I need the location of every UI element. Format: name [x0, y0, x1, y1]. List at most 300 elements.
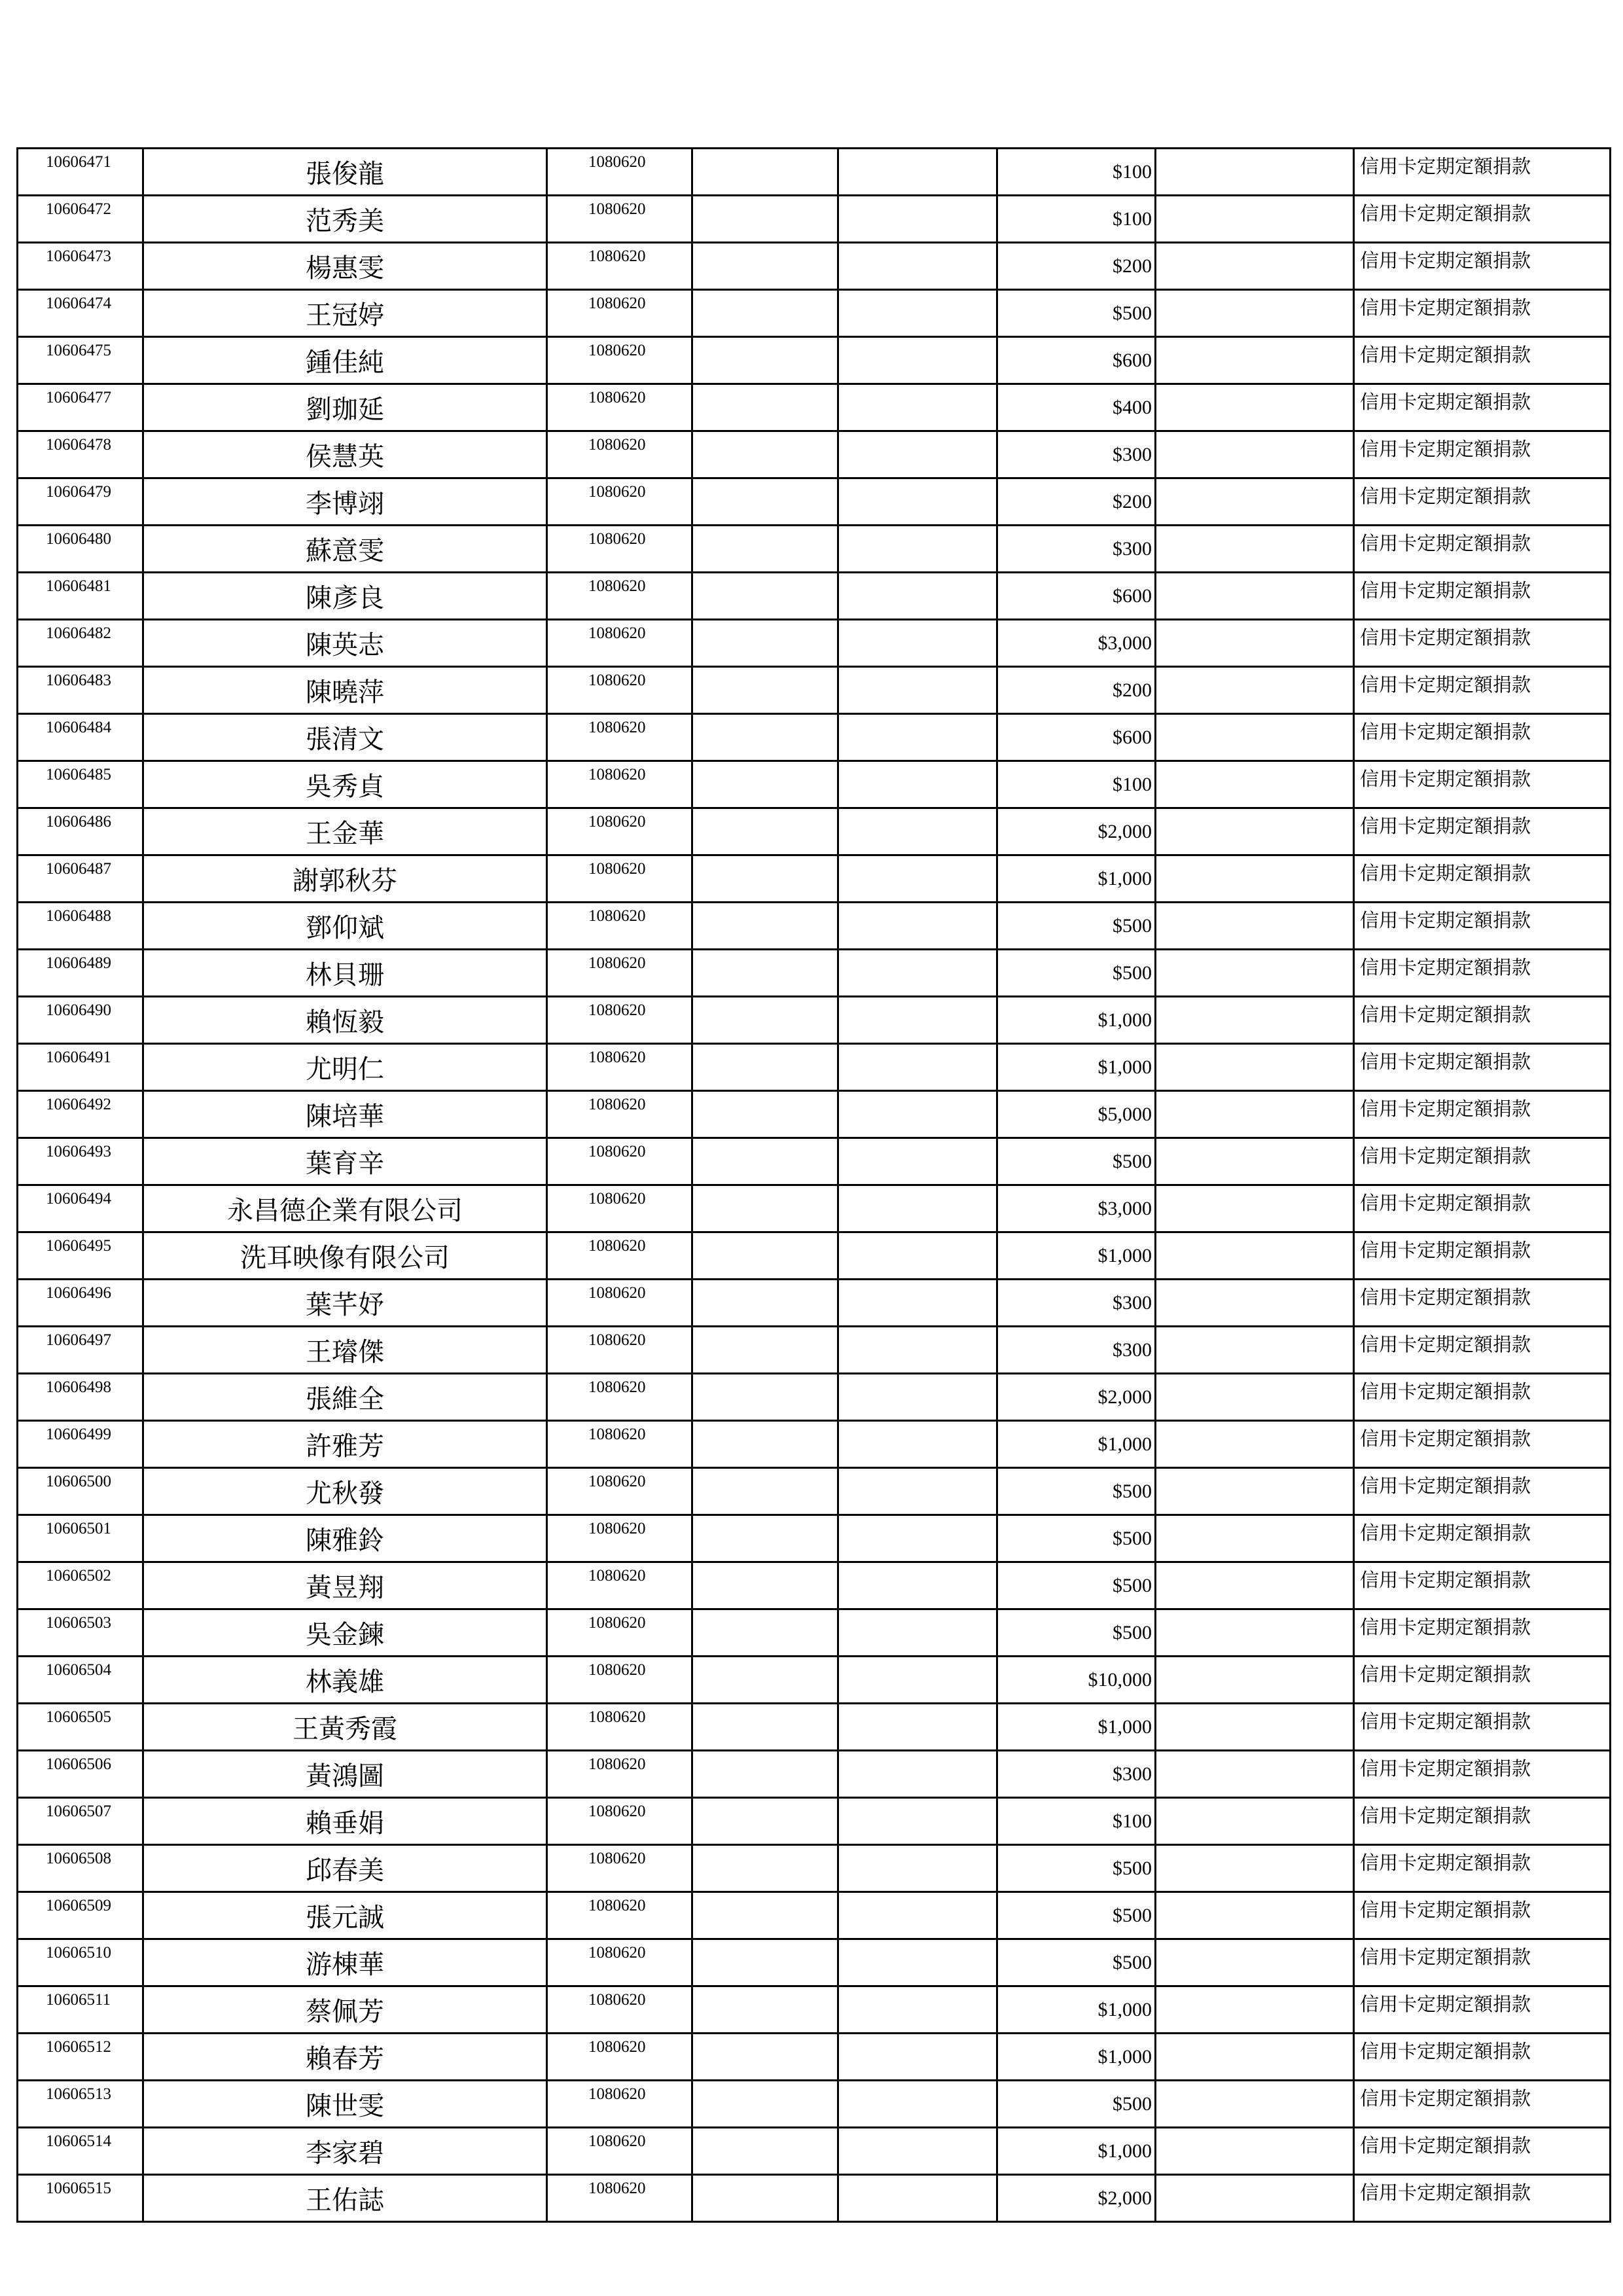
empty-cell [692, 1280, 838, 1327]
empty-cell [1156, 526, 1354, 573]
empty-cell [692, 2081, 838, 2128]
empty-cell [1156, 1374, 1354, 1421]
donation-method-cell: 信用卡定期定額捐款 [1354, 1280, 1611, 1327]
empty-cell [838, 1609, 997, 1657]
donor-name-cell: 劉珈延 [143, 384, 547, 431]
empty-cell [838, 478, 997, 526]
donation-amount-cell: $500 [997, 1939, 1156, 1986]
donation-method-cell: 信用卡定期定額捐款 [1354, 1468, 1611, 1515]
empty-cell [1156, 243, 1354, 290]
donor-name-cell: 蔡佩芳 [143, 1986, 547, 2034]
empty-cell [692, 290, 838, 337]
empty-cell [1156, 1468, 1354, 1515]
receipt-number-cell: 10606511 [18, 1986, 143, 2034]
empty-cell [838, 903, 997, 950]
donor-name-cell: 吳金鍊 [143, 1609, 547, 1657]
donation-amount-cell: $500 [997, 1609, 1156, 1657]
empty-cell [1156, 997, 1354, 1044]
empty-cell [838, 1185, 997, 1232]
receipt-number-cell: 10606484 [18, 714, 143, 761]
donation-date-cell: 1080620 [547, 1091, 692, 1138]
donation-amount-cell: $100 [997, 196, 1156, 243]
empty-cell [692, 1185, 838, 1232]
donation-method-cell: 信用卡定期定額捐款 [1354, 337, 1611, 384]
donation-date-cell: 1080620 [547, 997, 692, 1044]
donation-amount-cell: $500 [997, 290, 1156, 337]
empty-cell [692, 2034, 838, 2081]
empty-cell [1156, 761, 1354, 808]
table-row [18, 1091, 1611, 1138]
empty-cell [838, 243, 997, 290]
donation-method-cell: 信用卡定期定額捐款 [1354, 2128, 1611, 2175]
empty-cell [838, 1374, 997, 1421]
donation-amount-cell: $2,000 [997, 808, 1156, 855]
donor-name-cell: 林義雄 [143, 1657, 547, 1704]
table-row [18, 1562, 1611, 1609]
empty-cell [692, 1232, 838, 1280]
donation-method-cell: 信用卡定期定額捐款 [1354, 478, 1611, 526]
donor-name-cell: 葉育辛 [143, 1138, 547, 1185]
donation-amount-cell: $1,000 [997, 997, 1156, 1044]
empty-cell [1156, 478, 1354, 526]
empty-cell [1156, 1562, 1354, 1609]
donation-date-cell: 1080620 [547, 1280, 692, 1327]
empty-cell [1156, 1044, 1354, 1091]
receipt-number-cell: 10606489 [18, 950, 143, 997]
donation-date-cell: 1080620 [547, 1138, 692, 1185]
empty-cell [692, 1609, 838, 1657]
empty-cell [692, 243, 838, 290]
donation-method-cell: 信用卡定期定額捐款 [1354, 1609, 1611, 1657]
donation-date-cell: 1080620 [547, 149, 692, 196]
donor-name-cell: 王冠婷 [143, 290, 547, 337]
donor-name-cell: 邱春美 [143, 1845, 547, 1892]
donation-date-cell: 1080620 [547, 667, 692, 714]
donation-amount-cell: $100 [997, 761, 1156, 808]
empty-cell [692, 1468, 838, 1515]
empty-cell [838, 855, 997, 903]
donation-method-cell: 信用卡定期定額捐款 [1354, 1939, 1611, 1986]
empty-cell [692, 149, 838, 196]
empty-cell [1156, 855, 1354, 903]
receipt-number-cell: 10606505 [18, 1704, 143, 1751]
donation-amount-cell: $1,000 [997, 2034, 1156, 2081]
receipt-number-cell: 10606515 [18, 2175, 143, 2222]
empty-cell [1156, 573, 1354, 620]
donor-name-cell: 李博翊 [143, 478, 547, 526]
table-row [18, 1798, 1611, 1845]
empty-cell [1156, 149, 1354, 196]
empty-cell [692, 1704, 838, 1751]
empty-cell [838, 1468, 997, 1515]
receipt-number-cell: 10606508 [18, 1845, 143, 1892]
donation-amount-cell: $1,000 [997, 2128, 1156, 2175]
empty-cell [838, 1704, 997, 1751]
empty-cell [838, 1562, 997, 1609]
donation-amount-cell: $200 [997, 478, 1156, 526]
donation-amount-cell: $600 [997, 573, 1156, 620]
empty-cell [1156, 384, 1354, 431]
donor-name-cell: 陳培華 [143, 1091, 547, 1138]
empty-cell [838, 2081, 997, 2128]
empty-cell [1156, 337, 1354, 384]
empty-cell [692, 1374, 838, 1421]
receipt-number-cell: 10606485 [18, 761, 143, 808]
donation-method-cell: 信用卡定期定額捐款 [1354, 1044, 1611, 1091]
donor-name-cell: 吳秀貞 [143, 761, 547, 808]
donation-date-cell: 1080620 [547, 1798, 692, 1845]
donation-date-cell: 1080620 [547, 950, 692, 997]
empty-cell [1156, 950, 1354, 997]
donor-name-cell: 尤秋發 [143, 1468, 547, 1515]
donation-date-cell: 1080620 [547, 620, 692, 667]
donation-method-cell: 信用卡定期定額捐款 [1354, 714, 1611, 761]
empty-cell [1156, 1845, 1354, 1892]
empty-cell [692, 1562, 838, 1609]
donation-method-cell: 信用卡定期定額捐款 [1354, 1562, 1611, 1609]
donor-name-cell: 鍾佳純 [143, 337, 547, 384]
donor-name-cell: 蘇意雯 [143, 526, 547, 573]
receipt-number-cell: 10606514 [18, 2128, 143, 2175]
donation-amount-cell: $1,000 [997, 1704, 1156, 1751]
table-row [18, 2081, 1611, 2128]
table-row [18, 196, 1611, 243]
donation-amount-cell: $2,000 [997, 1374, 1156, 1421]
donation-date-cell: 1080620 [547, 243, 692, 290]
empty-cell [1156, 1091, 1354, 1138]
table-row [18, 1327, 1611, 1374]
empty-cell [838, 808, 997, 855]
empty-cell [692, 714, 838, 761]
empty-cell [1156, 2175, 1354, 2222]
empty-cell [1156, 903, 1354, 950]
donation-method-cell: 信用卡定期定額捐款 [1354, 950, 1611, 997]
empty-cell [1156, 1609, 1354, 1657]
receipt-number-cell: 10606487 [18, 855, 143, 903]
receipt-number-cell: 10606479 [18, 478, 143, 526]
table-row [18, 1751, 1611, 1798]
empty-cell [1156, 808, 1354, 855]
donation-method-cell: 信用卡定期定額捐款 [1354, 2034, 1611, 2081]
receipt-number-cell: 10606473 [18, 243, 143, 290]
receipt-number-cell: 10606486 [18, 808, 143, 855]
receipt-number-cell: 10606501 [18, 1515, 143, 1562]
empty-cell [838, 526, 997, 573]
donation-method-cell: 信用卡定期定額捐款 [1354, 855, 1611, 903]
empty-cell [692, 761, 838, 808]
empty-cell [692, 2128, 838, 2175]
donor-name-cell: 林貝珊 [143, 950, 547, 997]
donation-date-cell: 1080620 [547, 1562, 692, 1609]
donation-amount-cell: $500 [997, 903, 1156, 950]
donation-date-cell: 1080620 [547, 903, 692, 950]
empty-cell [838, 1044, 997, 1091]
empty-cell [1156, 620, 1354, 667]
receipt-number-cell: 10606499 [18, 1421, 143, 1468]
donation-date-cell: 1080620 [547, 2128, 692, 2175]
receipt-number-cell: 10606493 [18, 1138, 143, 1185]
table-row [18, 903, 1611, 950]
table-row [18, 573, 1611, 620]
empty-cell [692, 384, 838, 431]
donation-date-cell: 1080620 [547, 337, 692, 384]
donor-name-cell: 尤明仁 [143, 1044, 547, 1091]
empty-cell [838, 1939, 997, 1986]
empty-cell [838, 1845, 997, 1892]
receipt-number-cell: 10606503 [18, 1609, 143, 1657]
empty-cell [838, 384, 997, 431]
donation-method-cell: 信用卡定期定額捐款 [1354, 290, 1611, 337]
donation-method-cell: 信用卡定期定額捐款 [1354, 667, 1611, 714]
empty-cell [1156, 2034, 1354, 2081]
table-row [18, 1939, 1611, 1986]
empty-cell [1156, 1327, 1354, 1374]
receipt-number-cell: 10606490 [18, 997, 143, 1044]
empty-cell [838, 1657, 997, 1704]
donation-method-cell: 信用卡定期定額捐款 [1354, 431, 1611, 478]
empty-cell [838, 1751, 997, 1798]
donation-date-cell: 1080620 [547, 1468, 692, 1515]
donation-amount-cell: $500 [997, 1562, 1156, 1609]
donor-name-cell: 張清文 [143, 714, 547, 761]
donation-date-cell: 1080620 [547, 2034, 692, 2081]
donation-amount-cell: $1,000 [997, 855, 1156, 903]
empty-cell [838, 337, 997, 384]
empty-cell [692, 2175, 838, 2222]
table-row [18, 950, 1611, 997]
table-row [18, 2034, 1611, 2081]
empty-cell [692, 1138, 838, 1185]
donation-date-cell: 1080620 [547, 1704, 692, 1751]
donation-amount-cell: $500 [997, 950, 1156, 997]
donation-amount-cell: $1,000 [997, 1044, 1156, 1091]
receipt-number-cell: 10606495 [18, 1232, 143, 1280]
donor-name-cell: 王黃秀霞 [143, 1704, 547, 1751]
table-row [18, 1515, 1611, 1562]
empty-cell [1156, 1939, 1354, 1986]
donation-method-cell: 信用卡定期定額捐款 [1354, 149, 1611, 196]
table-row [18, 1280, 1611, 1327]
donor-name-cell: 洗耳映像有限公司 [143, 1232, 547, 1280]
empty-cell [692, 478, 838, 526]
donor-name-cell: 楊惠雯 [143, 243, 547, 290]
donation-method-cell: 信用卡定期定額捐款 [1354, 2081, 1611, 2128]
donation-amount-cell: $100 [997, 1798, 1156, 1845]
empty-cell [838, 714, 997, 761]
receipt-number-cell: 10606477 [18, 384, 143, 431]
empty-cell [838, 667, 997, 714]
empty-cell [838, 997, 997, 1044]
empty-cell [692, 1798, 838, 1845]
empty-cell [1156, 431, 1354, 478]
donor-name-cell: 陳世雯 [143, 2081, 547, 2128]
donation-method-cell: 信用卡定期定額捐款 [1354, 997, 1611, 1044]
table-row [18, 808, 1611, 855]
empty-cell [692, 1939, 838, 1986]
donation-amount-cell: $400 [997, 384, 1156, 431]
table-row [18, 149, 1611, 196]
empty-cell [692, 997, 838, 1044]
donation-amount-cell: $500 [997, 2081, 1156, 2128]
table-row [18, 1468, 1611, 1515]
donation-method-cell: 信用卡定期定額捐款 [1354, 526, 1611, 573]
donation-method-cell: 信用卡定期定額捐款 [1354, 243, 1611, 290]
donor-name-cell: 王金華 [143, 808, 547, 855]
empty-cell [838, 1327, 997, 1374]
empty-cell [692, 1327, 838, 1374]
donor-name-cell: 游棟華 [143, 1939, 547, 1986]
receipt-number-cell: 10606488 [18, 903, 143, 950]
donation-amount-cell: $1,000 [997, 1232, 1156, 1280]
donation-method-cell: 信用卡定期定額捐款 [1354, 1986, 1611, 2034]
receipt-number-cell: 10606504 [18, 1657, 143, 1704]
donation-date-cell: 1080620 [547, 1515, 692, 1562]
donation-method-cell: 信用卡定期定額捐款 [1354, 1421, 1611, 1468]
donation-date-cell: 1080620 [547, 431, 692, 478]
empty-cell [1156, 1892, 1354, 1939]
donor-name-cell: 黃昱翔 [143, 1562, 547, 1609]
empty-cell [838, 2175, 997, 2222]
empty-cell [838, 1091, 997, 1138]
donation-method-cell: 信用卡定期定額捐款 [1354, 573, 1611, 620]
empty-cell [692, 620, 838, 667]
donation-date-cell: 1080620 [547, 1327, 692, 1374]
empty-cell [1156, 2081, 1354, 2128]
donor-name-cell: 賴春芳 [143, 2034, 547, 2081]
donation-date-cell: 1080620 [547, 384, 692, 431]
donation-amount-cell: $10,000 [997, 1657, 1156, 1704]
table-row [18, 1609, 1611, 1657]
donor-name-cell: 許雅芳 [143, 1421, 547, 1468]
table-row [18, 337, 1611, 384]
donation-date-cell: 1080620 [547, 855, 692, 903]
empty-cell [838, 950, 997, 997]
table-row [18, 1892, 1611, 1939]
donation-method-cell: 信用卡定期定額捐款 [1354, 903, 1611, 950]
donation-method-cell: 信用卡定期定額捐款 [1354, 1138, 1611, 1185]
donation-date-cell: 1080620 [547, 1892, 692, 1939]
donation-amount-cell: $500 [997, 1515, 1156, 1562]
empty-cell [838, 1280, 997, 1327]
donation-amount-cell: $3,000 [997, 1185, 1156, 1232]
empty-cell [1156, 1138, 1354, 1185]
empty-cell [692, 1986, 838, 2034]
donation-amount-cell: $500 [997, 1138, 1156, 1185]
empty-cell [838, 1892, 997, 1939]
receipt-number-cell: 10606510 [18, 1939, 143, 1986]
donor-name-cell: 葉芊妤 [143, 1280, 547, 1327]
donation-amount-cell: $5,000 [997, 1091, 1156, 1138]
donor-name-cell: 賴垂娟 [143, 1798, 547, 1845]
donation-method-cell: 信用卡定期定額捐款 [1354, 384, 1611, 431]
donation-method-cell: 信用卡定期定額捐款 [1354, 1657, 1611, 1704]
donation-method-cell: 信用卡定期定額捐款 [1354, 1751, 1611, 1798]
receipt-number-cell: 10606475 [18, 337, 143, 384]
empty-cell [692, 196, 838, 243]
empty-cell [692, 1657, 838, 1704]
empty-cell [1156, 1704, 1354, 1751]
empty-cell [692, 431, 838, 478]
donation-method-cell: 信用卡定期定額捐款 [1354, 1892, 1611, 1939]
empty-cell [1156, 1798, 1354, 1845]
empty-cell [838, 196, 997, 243]
donor-name-cell: 范秀美 [143, 196, 547, 243]
empty-cell [838, 1798, 997, 1845]
empty-cell [1156, 714, 1354, 761]
receipt-number-cell: 10606509 [18, 1892, 143, 1939]
receipt-number-cell: 10606482 [18, 620, 143, 667]
empty-cell [838, 761, 997, 808]
empty-cell [692, 1091, 838, 1138]
donation-amount-cell: $300 [997, 526, 1156, 573]
empty-cell [1156, 196, 1354, 243]
table-row [18, 1374, 1611, 1421]
donor-name-cell: 陳英志 [143, 620, 547, 667]
donation-method-cell: 信用卡定期定額捐款 [1354, 1704, 1611, 1751]
table-row [18, 997, 1611, 1044]
table-row [18, 1044, 1611, 1091]
empty-cell [838, 1421, 997, 1468]
donation-date-cell: 1080620 [547, 1185, 692, 1232]
donor-name-cell: 王璿傑 [143, 1327, 547, 1374]
donation-amount-cell: $500 [997, 1845, 1156, 1892]
empty-cell [838, 1986, 997, 2034]
donor-name-cell: 侯慧英 [143, 431, 547, 478]
receipt-number-cell: 10606497 [18, 1327, 143, 1374]
receipt-number-cell: 10606513 [18, 2081, 143, 2128]
donation-amount-cell: $300 [997, 1280, 1156, 1327]
donation-amount-cell: $200 [997, 243, 1156, 290]
table-row [18, 714, 1611, 761]
empty-cell [838, 1138, 997, 1185]
empty-cell [1156, 1986, 1354, 2034]
donation-date-cell: 1080620 [547, 478, 692, 526]
empty-cell [838, 573, 997, 620]
donation-ledger-body [18, 149, 1611, 2222]
donation-ledger-table [16, 147, 1611, 2223]
donation-date-cell: 1080620 [547, 2081, 692, 2128]
donation-date-cell: 1080620 [547, 526, 692, 573]
donation-method-cell: 信用卡定期定額捐款 [1354, 761, 1611, 808]
empty-cell [692, 1845, 838, 1892]
donor-name-cell: 陳彥良 [143, 573, 547, 620]
donation-method-cell: 信用卡定期定額捐款 [1354, 620, 1611, 667]
donation-amount-cell: $2,000 [997, 2175, 1156, 2222]
table-row [18, 431, 1611, 478]
donation-amount-cell: $300 [997, 431, 1156, 478]
empty-cell [838, 1232, 997, 1280]
donation-date-cell: 1080620 [547, 1986, 692, 2034]
empty-cell [838, 2034, 997, 2081]
donation-method-cell: 信用卡定期定額捐款 [1354, 1845, 1611, 1892]
empty-cell [1156, 1421, 1354, 1468]
receipt-number-cell: 10606474 [18, 290, 143, 337]
table-row [18, 1138, 1611, 1185]
empty-cell [692, 950, 838, 997]
donation-date-cell: 1080620 [547, 1044, 692, 1091]
empty-cell [1156, 1515, 1354, 1562]
donation-amount-cell: $1,000 [997, 1421, 1156, 1468]
donor-name-cell: 王佑誌 [143, 2175, 547, 2222]
empty-cell [1156, 1751, 1354, 1798]
donation-amount-cell: $600 [997, 337, 1156, 384]
empty-cell [1156, 290, 1354, 337]
table-row [18, 1185, 1611, 1232]
receipt-number-cell: 10606480 [18, 526, 143, 573]
donation-method-cell: 信用卡定期定額捐款 [1354, 196, 1611, 243]
table-row [18, 290, 1611, 337]
empty-cell [838, 431, 997, 478]
